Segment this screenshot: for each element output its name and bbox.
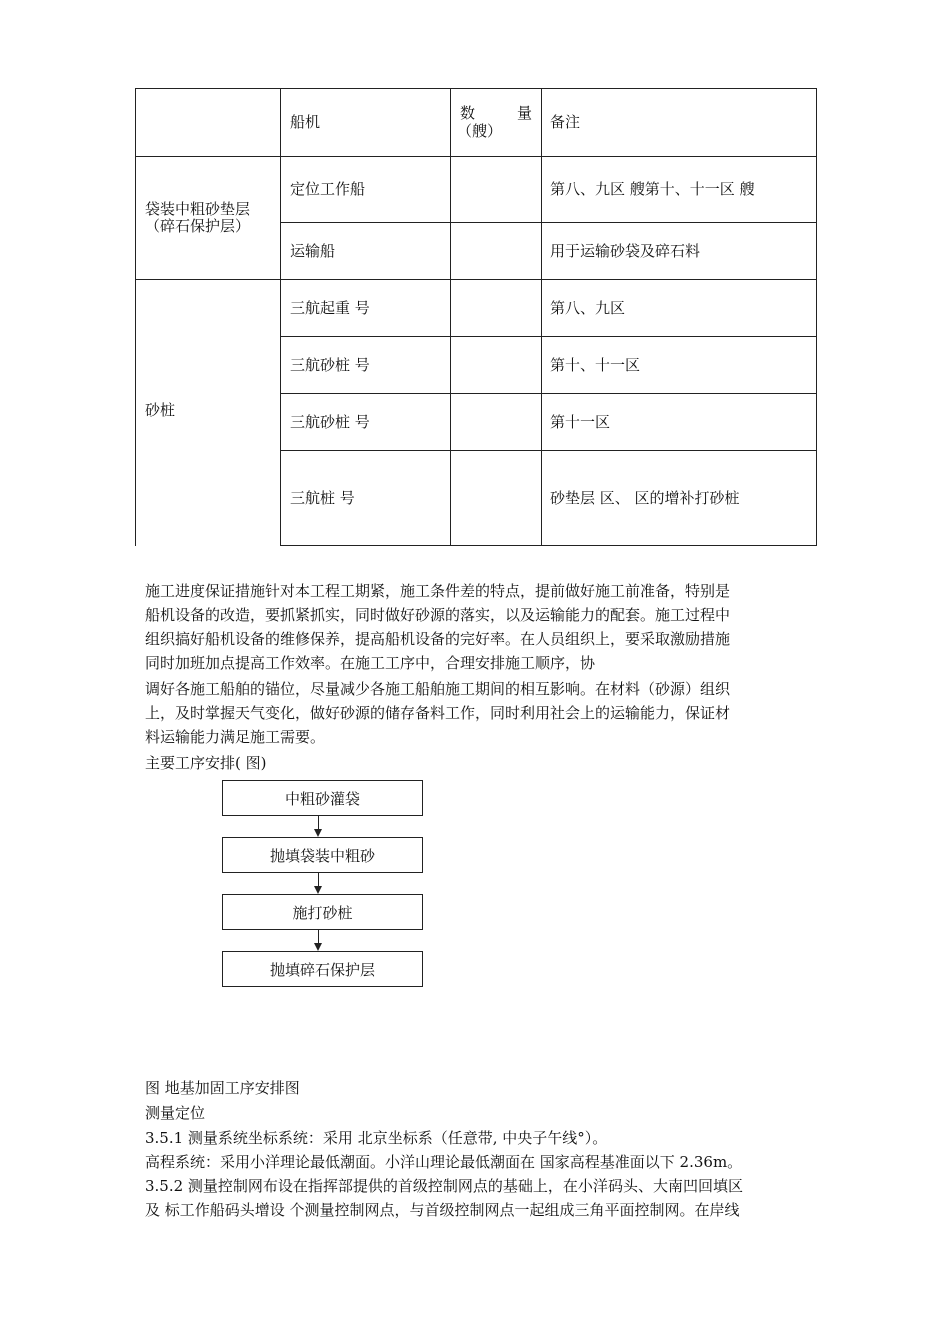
- header-note: 备注: [550, 113, 581, 131]
- group1-row2-note: 用于运输砂袋及碎石料: [550, 241, 701, 260]
- group2-row1-note: 第八、九区: [550, 298, 626, 317]
- flow-arrow-line: [318, 816, 319, 829]
- flow-title: 主要工序安排( 图): [145, 754, 267, 772]
- survey-line: 3.5.2 测量控制网布设在指挥部提供的首级控制网点的基础上，在小洋码头、大南凹回填区: [145, 1177, 743, 1195]
- table-rule: [280, 222, 817, 223]
- flow-arrow-head: [314, 886, 322, 894]
- table-border-top: [135, 88, 817, 89]
- group2-row4-note: 砂垫层 区、 区的增补打砂桩: [550, 488, 740, 507]
- flow-arrow-line: [318, 930, 319, 943]
- flow-caption: 图 地基加固工序安排图: [145, 1079, 300, 1097]
- flow-step-2: 抛填袋装中粗砂: [222, 837, 423, 873]
- group2-row3-ship: 三航砂桩 号: [290, 412, 370, 431]
- group2-label: 砂桩: [145, 401, 176, 419]
- paragraph-line: 上，及时掌握天气变化，做好砂源的储存备料工作，同时利用社会上的运输能力，保证材: [145, 704, 731, 722]
- header-qty-unit: （艘）: [457, 122, 503, 140]
- paragraph-line: 调好各施工船舶的锚位，尽量减少各施工船舶施工期间的相互影响。在材料（砂源）组织: [145, 680, 731, 698]
- group1-row2-ship: 运输船: [290, 241, 336, 260]
- header-ship: 船机: [290, 113, 321, 131]
- paragraph-line: 施工进度保证措施针对本工程工期紧，施工条件差的特点，提前做好施工前准备，特别是: [145, 582, 731, 600]
- group1-row1-note: 第八、九区 艘第十、十一区 艘: [550, 180, 755, 198]
- flow-arrow-head: [314, 829, 322, 837]
- table-border-right: [816, 88, 817, 546]
- group2-row1-ship: 三航起重 号: [290, 298, 370, 317]
- group1-row1-ship: 定位工作船: [290, 180, 366, 198]
- survey-heading: 测量定位: [145, 1104, 206, 1122]
- table-border-left: [135, 88, 136, 546]
- paragraph-line: 组织搞好船机设备的维修保养，提高船机设备的完好率。在人员组织上，要采取激励措施: [145, 630, 731, 648]
- survey-line: 及 标工作船码头增设 个测量控制网点，与首级控制网点一起组成三角平面控制网。在岸线: [145, 1201, 740, 1219]
- table-border-bottom: [280, 545, 817, 546]
- paragraph-line: 料运输能力满足施工需要。: [145, 728, 326, 746]
- group1-label-line1: 袋装中粗砂垫层: [145, 200, 251, 218]
- header-qty-a: 数: [460, 104, 476, 122]
- flow-step-3: 施打砂桩: [222, 894, 423, 930]
- paragraph-line: 船机设备的改造，要抓紧抓实，同时做好砂源的落实，以及运输能力的配套。施工过程中: [145, 606, 731, 624]
- survey-line: 3.5.1 测量系统坐标系统：采用 北京坐标系（任意带, 中央子午线°）。: [145, 1129, 608, 1147]
- ship-equipment-table: [135, 88, 817, 546]
- group2-row2-note: 第十、十一区: [550, 355, 641, 374]
- flow-step-1: 中粗砂灌袋: [222, 780, 423, 816]
- survey-line: 高程系统：采用小洋理论最低潮面。小洋山理论最低潮面在 国家高程基准面以下 2.36m。: [145, 1153, 743, 1171]
- table-col-rule: [450, 88, 451, 546]
- flow-arrow-line: [318, 873, 319, 886]
- header-qty-b: 量: [517, 104, 533, 122]
- group2-row4-ship: 三航桩 号: [290, 488, 355, 507]
- table-col-rule: [541, 88, 542, 546]
- paragraph-line: 同时加班加点提高工作效率。在施工工序中，合理安排施工顺序，协: [145, 654, 596, 672]
- flow-arrow-head: [314, 943, 322, 951]
- table-rule-group: [135, 279, 817, 280]
- group1-label-line2: （碎石保护层）: [145, 217, 251, 235]
- flow-step-4: 抛填碎石保护层: [222, 951, 423, 987]
- group2-row3-note: 第十一区: [550, 412, 611, 431]
- table-col-rule: [280, 88, 281, 546]
- group2-row2-ship: 三航砂桩 号: [290, 355, 370, 374]
